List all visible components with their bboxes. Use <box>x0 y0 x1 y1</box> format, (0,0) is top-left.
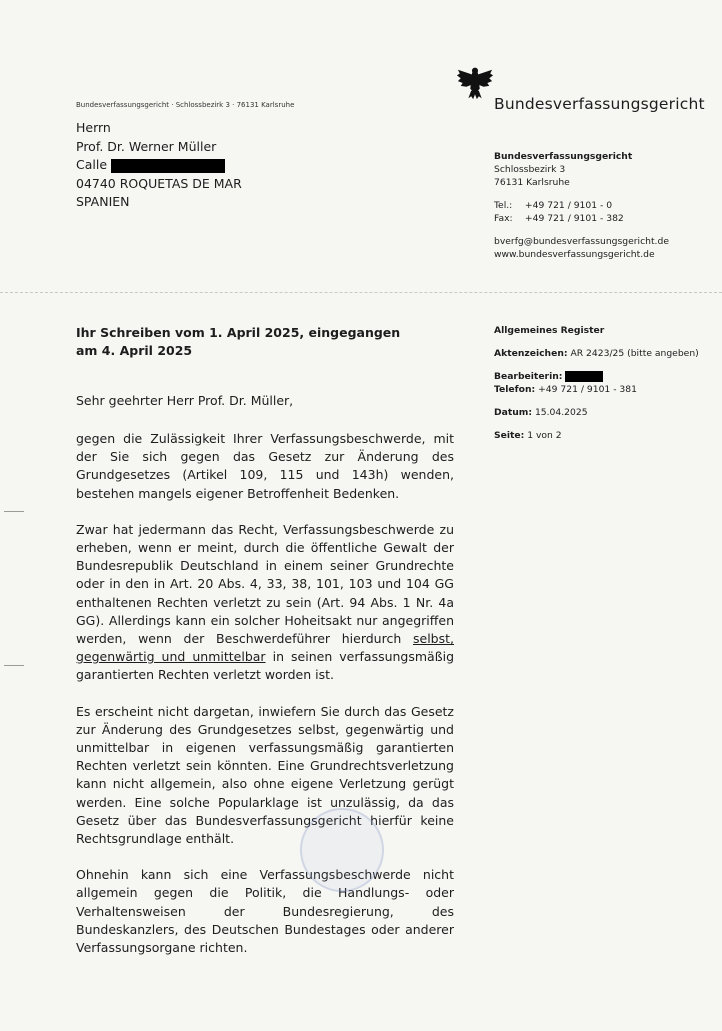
recipient-address <box>76 119 242 212</box>
faint-seal-stamp <box>300 808 384 892</box>
fold-line <box>0 292 722 293</box>
recipient-name: Prof. Dr. Werner Müller <box>76 138 217 154</box>
court-email: bverfg@bundesverfassungsgericht.de <box>494 236 669 247</box>
sender-return-line: Bundesverfassungsgericht · Schlossbezirk 3 · 76131 Karlsruhe <box>76 101 295 109</box>
redaction-bar <box>111 159 225 173</box>
recipient-country: SPANIEN <box>76 194 130 209</box>
court-city: 76131 Karlsruhe <box>494 177 570 188</box>
court-contact-block <box>494 150 669 261</box>
court-street: Schlossbezirk 3 <box>494 164 566 175</box>
court-name-logo: Bundesverfassungsgericht <box>494 95 705 113</box>
court-fax: Fax: +49 721 / 9101 - 382 <box>494 213 624 224</box>
recipient-street-prefix: Calle <box>76 157 108 172</box>
redaction-bar <box>565 371 603 382</box>
paragraph-1: gegen die Zulässigkeit Ihrer Verfassungsbeschwerde, mit der Sie sich gegen das Gesetz zur Änderung des Grundgesetzes (Artikel 109, 115 und 143h) wenden, bestehen mangels eigener Betroffenheit Bedenken. <box>76 431 454 501</box>
federal-eagle-icon <box>456 64 494 102</box>
recipient-salutation-line: Herrn <box>76 120 111 135</box>
register-label: Allgemeines Register <box>494 325 605 336</box>
subject-line: Ihr Schreiben vom 1. April 2025, eingegangen am 4. April 2025 <box>76 325 401 358</box>
court-tel: Tel.: +49 721 / 9101 - 0 <box>494 200 613 211</box>
punch-mark <box>4 511 24 512</box>
underlined-phrase: selbst, gegenwärtig und unmittelbar <box>76 631 454 665</box>
seite-row: Seite: 1 von 2 <box>494 430 562 441</box>
telefon-row: Telefon: +49 721 / 9101 - 381 <box>494 384 637 395</box>
bearbeiterin-row: Bearbeiterin: <box>494 370 699 383</box>
paragraph-4: Ohnehin kann sich eine Verfassungsbeschwerde nicht allgemein gegen die Politik, die Handlungs- oder Verhaltensweisen der Bundesregierung, des Bundeskanzlers, des Deutschen Bundestages oder anderer Verfassungsorgane richten. <box>76 867 454 956</box>
fold-mark <box>4 665 24 666</box>
case-metadata <box>494 324 699 442</box>
letter-body <box>76 430 454 975</box>
paragraph-2: Zwar hat jedermann das Recht, Verfassungsbeschwerde zu erheben, wenn er meint, durch die öffentliche Gewalt der Bundesrepublik Deutschland in einem seiner Grundrechte oder in den in Art. 20 Abs. 4, 33, 38, 101, 103 und 104 GG enthaltenen Rechten verletzt zu sein (Art. 94 Abs. 1 Nr. 4a GG). Allerdings kann ein solcher Hoheitsakt nur angegriffen werden, wenn der Beschwerdeführer hierdurch selbst, gegenwärtig und unmittelbar in seinen verfassungsmäßig garantierten Rechten verletzt worden ist. <box>76 521 454 683</box>
recipient-city: 04740 ROQUETAS DE MAR <box>76 175 242 191</box>
court-web: www.bundesverfassungsgericht.de <box>494 249 655 260</box>
recipient-street <box>76 156 242 175</box>
datum-row: Datum: 15.04.2025 <box>494 407 588 418</box>
salutation: Sehr geehrter Herr Prof. Dr. Müller, <box>76 393 294 408</box>
paragraph-3: Es erscheint nicht dargetan, inwiefern Sie durch das Gesetz zur Änderung des Grundgesetzes selbst, gegenwärtig und unmittelbar in eigenen verfassungsmäßig garantierten Rechten verletzt sein könnten. Eine Grundrechtsverletzung kann nicht allgemein, also ohne eigene Verletzung gerügt werden. Eine solche Popularklage ist unzulässig, da das Gesetz über das Bundesverfassungsgericht hierfür keine Rechtsgrundlage enthält. <box>76 703 454 847</box>
court-org: Bundesverfassungsgericht <box>494 151 633 162</box>
aktenzeichen-row: Aktenzeichen: AR 2423/25 (bitte angeben) <box>494 348 699 359</box>
